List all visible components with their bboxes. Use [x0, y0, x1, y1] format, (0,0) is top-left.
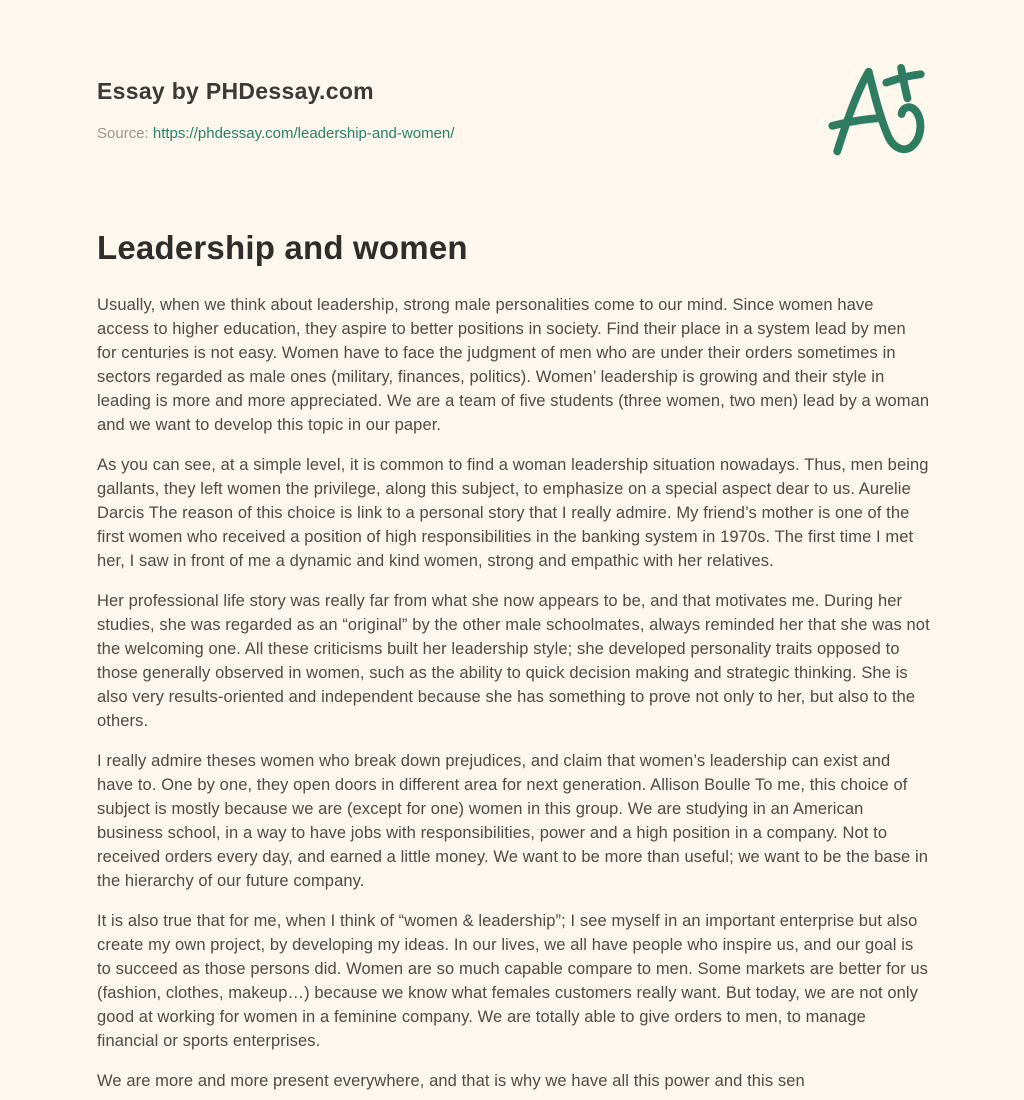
site-brand-heading: Essay by PHDessay.com — [97, 78, 374, 104]
source-line — [97, 123, 930, 145]
source-link[interactable]: https://phdessay.com/leadership-and-women/ — [152, 124, 455, 142]
essay-paragraph-5: It is also true that for me, when I think of “women & leadership”; I see myself in an important enterprise but also create my own project, by developing my ideas. In our lives, we all have people who inspire us, and our goal is to succeed as those persons did. Women are so much capable compare to men. Some markets are better for us (fashion, clothes, makeup…) because we know what females customers really want. But today, we are not only good at working for women in a feminine company. We are totally able to give orders to men, to manage financial or sports enterprises. — [97, 911, 929, 1050]
essay-paragraph-2: As you can see, at a simple level, it is common to find a woman leadership situation nowadays. Thus, men being gallants, they left women the privilege, along this subject, to emphasize on a special aspect dear to us. Aurelie Darcis The reason of this choice is link to a personal story that I really admire. My friend’s mother is one of the first women who received a position of high responsibilities in the banking system in 1970s. The first time I met her, I saw in front of me a dynamic and kind women, strong and empathic with her relatives. — [97, 455, 929, 570]
page-header — [97, 78, 930, 145]
essay-paragraph-6: We are more and more present everywhere, and that is why we have all this power and this sen — [97, 1071, 805, 1090]
essay-paragraph-3: Her professional life story was really far from what she now appears to be, and that motivates me. During her studies, she was regarded as an “original” by the other male schoolmates, always reminded her that she was not the welcoming one. All these criticisms built her leadership style; she developed personality traits opposed to those generally observed in women, such as the ability to quick decision making and strategic thinking. She is also very results-oriented and independent because she has something to prove not only to her, but also to the others. — [97, 591, 930, 730]
source-label: Source: — [97, 124, 149, 142]
a-plus-logo-icon — [822, 62, 935, 170]
essay-paragraph-1: Usually, when we think about leadership, strong male personalities come to our mind. Since women have access to higher education, they aspire to better positions in society. Find their place in a system lead by men for centuries is not easy. Women have to face the judgment of men who are under their orders sometimes in sectors regarded as male ones (military, finances, politics). Women’ leadership is growing and their style in leading is more and more appreciated. We are a team of five students (three women, two men) lead by a woman and we want to develop this topic in our paper. — [97, 295, 930, 434]
essay-title: Leadership and women — [97, 228, 468, 266]
essay-body — [97, 293, 930, 1093]
essay-paragraph-4: I really admire theses women who break down prejudices, and claim that women’s leadership can exist and have to. One by one, they open doors in different area for next generation. Allison Boulle To me, this choice of subject is mostly because we are (except for one) women in this group. We are studying in an American business school, in a way to have jobs with responsibilities, power and a high position in a company. Not to received orders every day, and earned a little money. We want to be more than useful; we want to be the base in the hierarchy of our future company. — [97, 751, 929, 890]
